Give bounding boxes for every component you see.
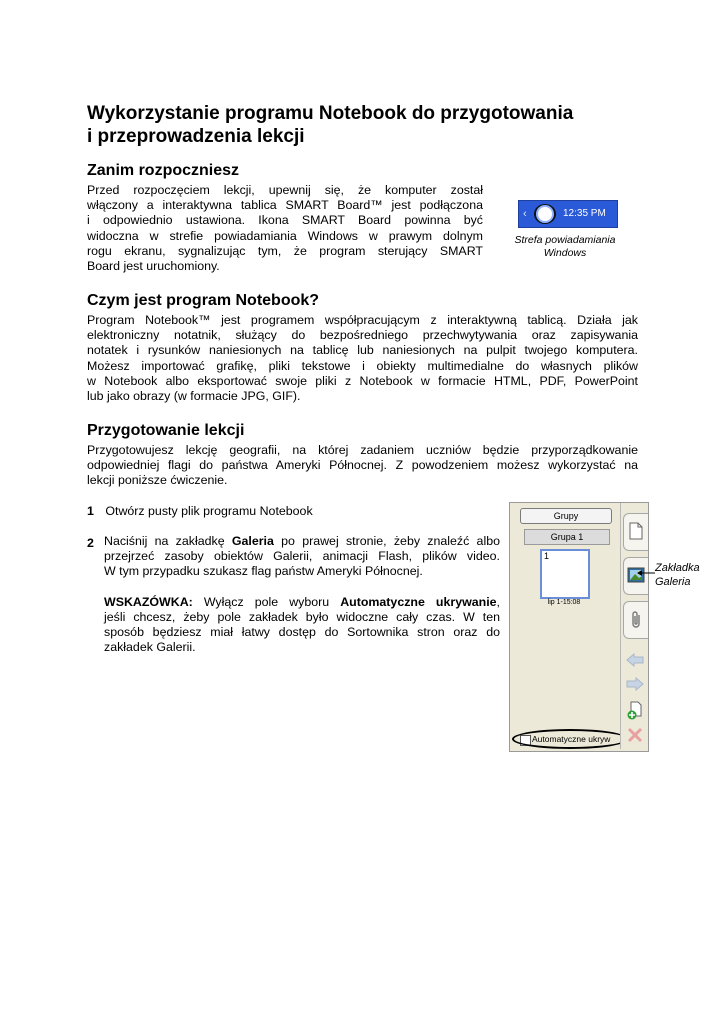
section1-line: Board jest uruchomiony. bbox=[87, 259, 220, 274]
add-page-icon[interactable] bbox=[626, 701, 644, 721]
page-sorter bbox=[510, 503, 620, 749]
tray-caption-line-1: Strefa powiadamiania bbox=[514, 234, 616, 246]
section2-line: notatek i rysunków naniesionych na tablicę lub naniesionych na pulpit twojego komputera. bbox=[87, 343, 638, 358]
tip-line: sposób będziesz miał łatwy dostęp do Sortownika stron oraz do bbox=[104, 625, 500, 640]
tray-caption bbox=[500, 234, 630, 260]
page-icon bbox=[629, 522, 643, 540]
section3-paragraph bbox=[87, 443, 638, 489]
gallery-annotation bbox=[655, 561, 700, 589]
section2-line: elektroniczny notatnik, służący do bezpośredniego przechwytywania oraz zapisywania bbox=[87, 328, 638, 343]
section2-line: w Notebook albo eksportować swoje pliki z Notebook w formacie HTML, PDF, PowerPoint bbox=[87, 373, 638, 388]
tray-caption-line-2: Windows bbox=[543, 247, 587, 259]
arrow-left-icon[interactable] bbox=[626, 653, 644, 667]
paperclip-icon bbox=[629, 610, 643, 630]
title-line-2: i przeprowadzenia lekcji bbox=[87, 126, 305, 147]
step-2-gallery-bold: Galeria bbox=[231, 534, 274, 548]
step-2-line: W tym przypadku szukasz flag państw Ameryki Północnej. bbox=[104, 564, 423, 579]
delete-icon[interactable] bbox=[627, 727, 643, 743]
gallery-annotation-arrow bbox=[636, 568, 656, 578]
page-number: 1 bbox=[544, 551, 550, 561]
section1-line: włączony a interaktywna tablica SMART Board™ jest podłączona bbox=[87, 198, 483, 213]
arrow-right-icon[interactable] bbox=[626, 677, 644, 691]
gallery-annotation-line-1: Zakładka bbox=[655, 562, 700, 574]
step-2-text-a: Naciśnij na zakładkę bbox=[104, 534, 232, 548]
step-2-text-b: po prawej stronie, żeby znaleźć albo bbox=[273, 534, 500, 548]
step-2 bbox=[104, 534, 500, 655]
group-label[interactable]: Grupa 1 bbox=[524, 529, 610, 545]
section1-paragraph bbox=[87, 183, 483, 274]
autohide-label: Automatyczne ukryw bbox=[532, 734, 611, 744]
section2-line: Program Notebook™ jest programem współpracującym z interaktywną tablicą. Działa jak bbox=[87, 313, 638, 327]
step-2-number-text: 2 bbox=[87, 536, 94, 550]
tabs-column bbox=[620, 503, 647, 749]
step-2-line: przejrzeć zasoby obiektów Galerii, animacji Flash, plików video. bbox=[104, 549, 500, 564]
page-title bbox=[87, 102, 573, 148]
section2-paragraph bbox=[87, 313, 638, 404]
tip-label: WSKAZÓWKA: bbox=[104, 594, 193, 609]
autohide-highlight-oval bbox=[512, 729, 628, 749]
section-heading-czym: Czym jest program Notebook? bbox=[87, 292, 320, 309]
section2-line: Możesz importować grafikę, pliki tekstowe i obiekty multimedialne do własnych plików bbox=[87, 358, 638, 373]
tip-line: jeśli chcesz, żeby pole zakładek było widoczne cały czas. W ten bbox=[104, 609, 500, 624]
step-2-number bbox=[87, 534, 94, 552]
section1-line: i odpowiednio ustawiona. Ikona SMART Board powinna być bbox=[87, 213, 483, 228]
tip-text-b: , bbox=[496, 594, 500, 609]
notebook-side-panel bbox=[509, 502, 649, 752]
section1-line: Przed rozpoczęciem lekcji, upewnij się, że komputer został bbox=[87, 183, 483, 197]
section1-line: widoczna w strefie powiadamiania Windows w prawym dolnym bbox=[87, 228, 483, 243]
section1-line: rogu ekranu, sygnalizując tym, że program sterujący SMART bbox=[87, 243, 483, 258]
windows-tray-figure bbox=[518, 200, 618, 228]
section2-line: lub jako obrazy (w formacie JPG, GIF). bbox=[87, 389, 301, 404]
section-heading-przygotowanie: Przygotowanie lekcji bbox=[87, 422, 245, 439]
step-1 bbox=[87, 504, 507, 519]
section3-line: lekcji poniższe ćwiczenie. bbox=[87, 473, 228, 488]
tray-chevron-icon: ‹ bbox=[523, 208, 527, 220]
page-date: lip 1-15:08 bbox=[547, 599, 581, 606]
tip-line: zakładek Galerii. bbox=[104, 640, 196, 655]
tab-attachments[interactable] bbox=[623, 601, 648, 639]
smart-board-icon bbox=[536, 205, 554, 223]
tab-page-sorter[interactable] bbox=[623, 513, 648, 551]
step-1-number: 1 bbox=[87, 504, 94, 518]
page-thumbnail[interactable] bbox=[540, 549, 590, 599]
tip-text-a: Wyłącz pole wyboru bbox=[192, 594, 341, 609]
section3-line: Przygotowujesz lekcję geografii, na której zadaniem uczniów będzie przyporządkowanie bbox=[87, 443, 638, 457]
section-heading-zanim: Zanim rozpoczniesz bbox=[87, 162, 240, 179]
section3-line: odpowiedniej flagi do państwa Ameryki Północnej. Z powodzeniem możesz wykorzystać na bbox=[87, 458, 638, 473]
gallery-annotation-line-2: Galeria bbox=[655, 576, 691, 588]
tray-clock: 12:35 PM bbox=[563, 208, 606, 219]
groups-button[interactable]: Grupy bbox=[520, 508, 612, 524]
title-line-1: Wykorzystanie programu Notebook do przygotowania bbox=[87, 103, 574, 124]
tip-autohide-bold: Automatyczne ukrywanie bbox=[340, 594, 497, 609]
step-1-text: Otwórz pusty plik programu Notebook bbox=[105, 504, 313, 518]
